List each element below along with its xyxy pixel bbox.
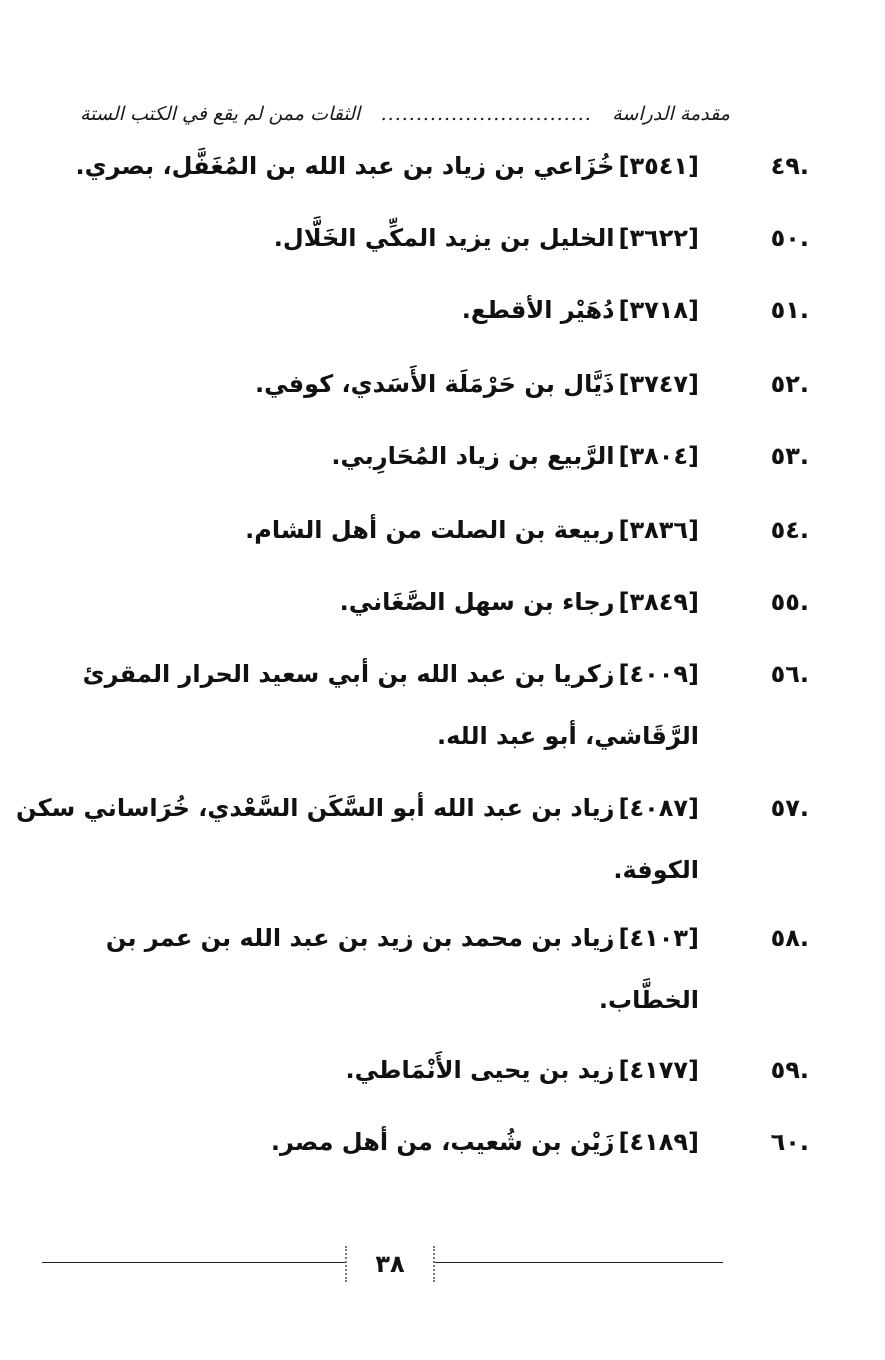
entry-reference: [٣٨٣٦] [618,516,699,544]
list-item [270,1124,809,1160]
list-item [461,292,809,328]
list-item-continuation [437,718,699,754]
entry-reference: [٣٨٤٩] [618,588,699,616]
entry-number: .٥٨ [770,924,809,952]
entry-text-continued: الرَّقَاشي، أبو عبد الله. [436,722,699,750]
entry-text: خُزَاعي بن زياد بن عبد الله بن المُغَفَّل، بصري. [75,152,615,180]
entry-reference: [٣٨٠٤] [618,442,699,470]
entry-number: .٥٦ [770,660,809,688]
entry-text-continued: الخطَّاب. [598,986,699,1014]
header-chapter-title: الثقات ممن لم يقع في الكتب الستة [80,103,361,125]
entry-number: .٥٣ [770,442,809,470]
list-item-continuation [613,852,699,888]
page-number: ٣٨ [345,1246,435,1282]
header-dot-leader: .............................. [380,103,592,125]
entry-text: زياد بن عبد الله أبو السَّكَن السَّعْدي، خُرَاساني سكن [16,794,615,822]
list-item [331,438,809,474]
entry-text: الخليل بن يزيد المكِّي الخَلَّال. [273,224,615,252]
entry-text: ذَيَّال بن حَرْمَلَة الأَسَدي، كوفي. [255,370,615,398]
header-section-title: مقدمة الدراسة [612,103,730,125]
entry-number: .٥٥ [770,588,809,616]
entry-number: .٥٧ [770,794,809,822]
entry-reference: [٣٧٤٧] [618,370,699,398]
entry-text: رجاء بن سهل الصَّغَاني. [339,588,615,616]
entry-number: .٥١ [770,296,809,324]
footer-rule-right [431,1262,723,1263]
list-item [82,656,809,692]
entry-text: زيد بن يحيى الأَنْمَاطي. [345,1056,615,1084]
entry-reference: [٣٥٤١] [618,152,699,180]
entry-reference: [٤٠٠٩] [618,660,699,688]
list-item [339,584,809,620]
list-item [273,220,809,256]
entry-number: .٥٢ [770,370,809,398]
entry-reference: [٤١٨٩] [618,1128,699,1156]
list-item [245,512,809,548]
entry-number: .٥٤ [770,516,809,544]
list-item [75,148,809,184]
entry-reference: [٣٦٢٢] [618,224,699,252]
entry-text: زياد بن محمد بن زيد بن عبد الله بن عمر بن [105,924,615,952]
list-item [16,790,809,826]
list-item [255,366,809,402]
entry-text: ربيعة بن الصلت من أهل الشام. [245,516,615,544]
entry-number: .٦٠ [770,1128,809,1156]
entry-reference: [٤١٠٣] [618,924,699,952]
entry-text: زَيْن بن شُعيب، من أهل مصر. [270,1128,615,1156]
list-item [105,920,809,956]
entry-number: .٥٩ [770,1056,809,1084]
entry-text: زكريا بن عبد الله بن أبي سعيد الحرار المقرئ [82,660,615,688]
entry-text: دُهَيْر الأقطع. [461,296,615,324]
entry-text: الرَّبيع بن زياد المُحَارِبي. [331,442,615,470]
list-item [345,1052,809,1088]
entry-reference: [٤٠٨٧] [618,794,699,822]
entry-reference: [٣٧١٨] [618,296,699,324]
entry-number: .٥٠ [770,224,809,252]
entry-number: .٤٩ [770,152,809,180]
entry-text-continued: الكوفة. [613,856,699,884]
entry-reference: [٤١٧٧] [618,1056,699,1084]
list-item-continuation [599,982,699,1018]
footer-rule-left [42,1262,345,1263]
